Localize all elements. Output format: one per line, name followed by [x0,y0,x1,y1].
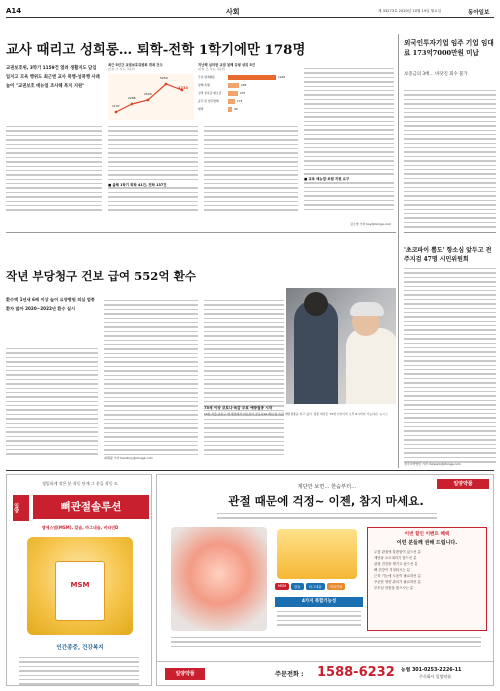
chart2-value: 237 [240,91,246,95]
ad-right-checklist-item: 계단을 오르내리기 힘드신 분 [374,556,417,560]
lead-body-col-2 [108,126,198,214]
ad-right-product-image [277,529,357,579]
ad-right-subtext-lines [217,513,437,522]
chart-violation-types [198,62,294,120]
ad-left-product-box [55,561,105,621]
order-phone: 1588-6232 [317,665,395,680]
chart2-value: 174 [237,99,243,103]
chart2-label: 성적 굴욕감·혐오감 [198,91,222,95]
chart2-unit: (단위: 건, 자료: 교육부) [198,68,226,71]
ad-right-badge: MSM [275,583,289,590]
lead-body-col-1 [6,126,102,214]
ad-left-title: 뼈관절솔루션 [33,495,149,519]
vaccine-photo [286,288,396,404]
chart2-value: 1240 [278,75,286,79]
sidebar-top-headline: 외국인투자기업 임주 기업 임대료 173억7000만원 미납 [404,39,494,57]
paper-name: 동아일보 [468,9,490,16]
ad-divider [6,470,494,471]
chart2-title: 지난해 심의한 교권 침해 유형 상위 5건 [198,63,255,67]
ad-right-logo: 일양약품 [165,668,205,680]
vaccine-body-col-1 [6,348,98,458]
lead-body-col-3 [204,126,298,214]
chart1-point [165,83,168,86]
chart2-label: 모욕 명예훼손 [198,75,216,79]
ad-left-ingredients: 엠에스엠(MSM), 칼슘, 마그네슘, 비타민D [41,525,119,530]
bank-account: 농협 301-0253-2226-11 [401,668,462,673]
ad-right-checklist-item: 꾸준한 영양 관리가 필요하신 분 [374,580,421,584]
chart1-point [131,103,134,106]
lead-subhead-2: ■ 교육 매뉴얼·보험 지원 요구 [304,176,394,181]
sidebar-bottom-headline: '초코파이 뽑도' 항소심 앞두고 전주지검 47명 시민위원회 [404,247,492,263]
ad-left-bottom: 인간종중, 건강복지 [56,645,104,651]
masthead [6,6,494,18]
section-divider [6,232,396,233]
ad-left [6,474,152,686]
lead-body-col-4 [304,68,394,213]
chart1-unit: (단위: 건, 자료: 교육부) [108,68,136,71]
ad-right-disclaimer-lines [171,637,481,650]
photo-patient-figure [346,328,396,404]
ad-right-tagline: 계단만 보면… 한숨부터… [297,484,357,490]
ad-right-headline: 관절 때문에 걱정~ 이젠, 참지 마세요. [228,494,424,508]
chart1-value: 1197 [112,104,120,108]
chart2-row [198,89,294,97]
ad-right-checklist-item: 뼈 건강이 걱정되시는 분 [374,568,410,572]
vaccine-body-col-2 [104,300,198,458]
chart1-point [115,111,118,114]
ad-left-footer-lines [19,657,139,688]
chart2-bar [228,91,238,96]
ad-right-events [367,527,487,631]
chart2-row [198,81,294,89]
photo-patient-hat [350,302,384,316]
ad-right-badge-row [275,583,363,590]
chart2-value: 99 [234,107,238,111]
ad-right-order-bar [157,661,493,685]
chart1-title: 최근 5년간 교권보호위원회 개최 건수 [108,63,163,67]
chart1-value: 4234 [178,86,189,90]
chart2-bar [228,75,276,80]
chart-meeting-counts [108,62,194,120]
sidebar-top-body [404,90,496,231]
chart1-value: 2500 [144,92,152,96]
lead-deck: 교권보호위, 3학기 1159건 열려 생활지도 담임 일지고 모욕 행위도 최근엔 교사 폭행-성폭행 사례 늘어 "교권보호 매뉴얼 조사해 복지 지원" [6,66,100,89]
ad-left-top: 정밀하게 작은 분 작동 단계 그 분들 작동 도 [42,481,118,486]
photo-nurse-head [304,292,328,316]
ad-right-badge: 마그네슘 [306,583,325,590]
vaccine-deck: 환수액 1년새 6배 이상 늘어 요양병원 의심 업종 환자 많아 2020~2022년 환수 실시 [6,297,95,311]
vaccine-byline: 최혜령 기자 herstory@donga.com [104,456,153,460]
ad-right-panel: 4가지 복합기능성 [275,597,363,607]
ad-left-badge: 일양 [13,495,29,521]
ad-right-badge: 비타민D [327,583,345,590]
sidebar-top-deck: 보증금의 3배… 바닷길 회수 불가 [404,72,468,77]
ad-right-events-title: 이번 할인 이벤트 혜택 [404,532,450,537]
ad-right-checklist-item: 무릎 관절에 불편함이 있으신 분 [374,550,421,554]
chart2-row [198,105,294,113]
ad-right-knee-image [171,527,267,631]
ad-left-product-text: MSM [70,581,90,589]
chart2-row [198,97,294,105]
ad-right-checklist-item: 부모님 선물을 찾으시는 분 [374,586,414,590]
chart1-value: 2286 [128,96,136,100]
photo-caption: 15일 서울 용산구 한 병원에서 어르신이 코로나19 백신 및 독감 예방접종을 받고 있다. 접종 대상은 75세 이상이며 오후 8시까지 가능하다. 뉴시스 [204,412,388,416]
chart1-value: 5050 [160,76,168,80]
ad-right-events-sub: 이런 분들께 권해 드립니다. [396,540,458,546]
chart2-label: 공무 및 업무방해 [198,99,219,103]
chart2-bar [228,107,232,112]
ad-right [156,474,494,686]
order-label: 주문전화 : [275,671,304,678]
lead-byline: 김소영 기자 ksy@donga.com [350,222,392,226]
chart2-row [198,73,294,81]
photo-caption-title: 75세 이상 코로나·독감 무료 예방접종 시작 [204,406,273,410]
sidebar-bottom-body [404,268,496,466]
lead-headline: 교사 때리고 성희롱… 퇴학-전학 1학기에만 178명 [6,42,306,58]
chart2-bar [228,83,239,88]
ad-right-brand: 일양약품 [437,479,489,489]
chart1-svg [108,74,194,120]
lead-subhead: ■ 올해 1학기 퇴학 41건, 전학 137건 [108,182,198,187]
chart2-label: 상해·폭행 [198,83,210,87]
ad-right-badge: 칼슘 [291,583,304,590]
chart2-value: 248 [241,83,247,87]
chart2-bar [228,99,235,104]
page-number: A14 [6,7,22,15]
column-divider [398,34,399,468]
section-name: 사회 [226,8,240,16]
chart2-label: 협박 [198,107,204,111]
vaccine-body-col-3 [204,300,284,458]
ad-right-checklist-item: 관절 건강을 챙기고 싶으신 분 [374,562,418,566]
sidebar-divider [404,232,496,233]
sidebar-bottom-byline: 전주=박영민 기자 minpark@donga.com [404,462,461,466]
account-holder: 주식회사 일양약품 [419,674,452,679]
ad-right-checklist-item: 근육 기능에 도움이 필요하신 분 [374,574,421,578]
vaccine-headline: 작년 부당청구 건보 급여 552억 환수 [6,269,196,283]
ad-right-panel-lines [277,611,361,629]
issue-info: 제 33273호 2020년 10월 19일 월요일 [378,9,442,13]
chart1-point [147,99,150,102]
